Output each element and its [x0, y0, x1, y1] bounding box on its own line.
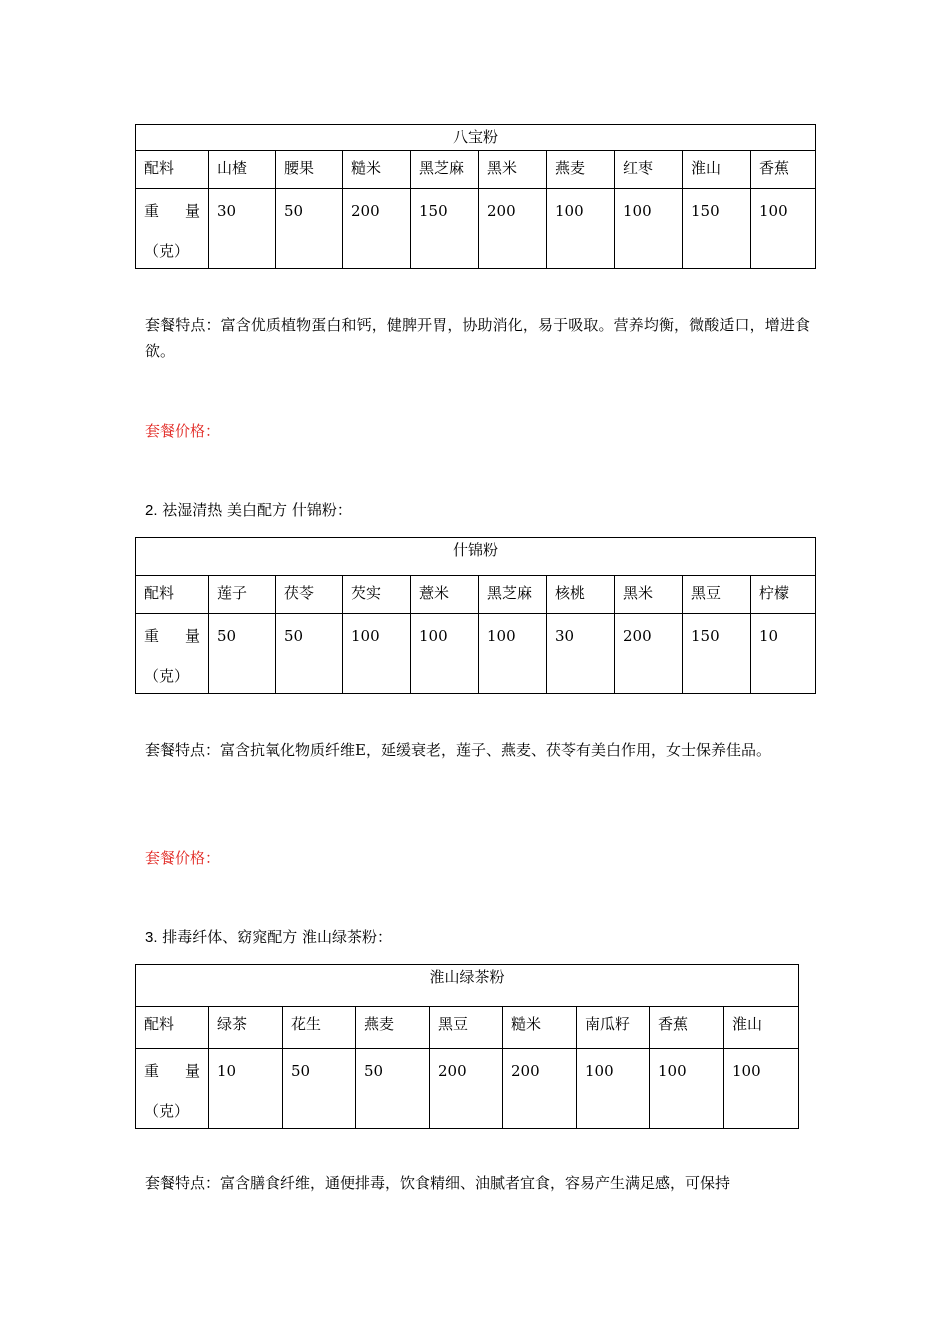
- section-heading: [145, 926, 392, 947]
- weight-cell: 100: [343, 614, 411, 694]
- weight-label-line2: （克）: [144, 1102, 190, 1120]
- ingredient-cell: 莲子: [209, 576, 276, 614]
- ingredient-cell: 茯苓: [276, 576, 343, 614]
- ingredient-cell: 花生: [283, 1007, 356, 1049]
- section-number: 2.: [145, 502, 158, 519]
- ingredient-cell: 黑芝麻: [479, 576, 547, 614]
- ingredient-cell: 淮山: [683, 151, 751, 189]
- weight-cell: 50: [356, 1049, 430, 1129]
- weight-cell: 100: [751, 189, 816, 269]
- ingredient-cell: 黑芝麻: [411, 151, 479, 189]
- weight-label: [136, 1049, 209, 1129]
- table-title: 淮山绿茶粉: [136, 965, 799, 1007]
- weight-cell: 10: [209, 1049, 283, 1129]
- weight-label: [136, 189, 209, 269]
- ingredient-cell: 黑米: [615, 576, 683, 614]
- weight-cell: 150: [683, 614, 751, 694]
- ingredient-label: 配料: [136, 1007, 209, 1049]
- ingredient-cell: 柠檬: [751, 576, 816, 614]
- weight-cell: 100: [547, 189, 615, 269]
- feature-text: 套餐特点：富含优质植物蛋白和钙，健脾开胃，协助消化，易于吸取。营养均衡，微酸适口，增进食欲。: [145, 316, 810, 360]
- ingredient-cell: 黑米: [479, 151, 547, 189]
- feature-text: 套餐特点：富含膳食纤维，通便排毒，饮食精细、油腻者宜食，容易产生满足感，可保持: [145, 1174, 731, 1192]
- ingredient-cell: 香蕉: [650, 1007, 724, 1049]
- weight-cell: 200: [343, 189, 411, 269]
- weight-cell: 100: [479, 614, 547, 694]
- ingredient-cell: 黑豆: [430, 1007, 503, 1049]
- section-number: 3.: [145, 929, 158, 946]
- weight-cell: 100: [411, 614, 479, 694]
- table-title: 八宝粉: [136, 125, 816, 151]
- ingredient-cell: 山楂: [209, 151, 276, 189]
- weight-cell: 200: [479, 189, 547, 269]
- ingredient-cell: 糙米: [343, 151, 411, 189]
- feature-text: 套餐特点：富含抗氧化物质纤维E，延缓衰老，莲子、燕麦、茯苓有美白作用，女士保养佳品。: [145, 741, 771, 759]
- section-title: 祛湿清热 美白配方 什锦粉：: [157, 501, 352, 519]
- ingredient-cell: 燕麦: [356, 1007, 430, 1049]
- ingredient-cell: 芡实: [343, 576, 411, 614]
- weight-cell: 30: [209, 189, 276, 269]
- weight-cell: 10: [751, 614, 816, 694]
- ingredient-cell: 南瓜籽: [577, 1007, 650, 1049]
- weight-cell: 100: [650, 1049, 724, 1129]
- ingredient-label: 配料: [136, 576, 209, 614]
- ingredient-cell: 核桃: [547, 576, 615, 614]
- recipe-table-shijin: [135, 537, 816, 694]
- ingredient-label: 配料: [136, 151, 209, 189]
- ingredient-cell: 薏米: [411, 576, 479, 614]
- weight-label-line2: （克）: [144, 242, 190, 260]
- ingredient-cell: 淮山: [724, 1007, 799, 1049]
- price-label: 套餐价格：: [145, 422, 221, 440]
- ingredient-cell: 黑豆: [683, 576, 751, 614]
- weight-cell: 150: [683, 189, 751, 269]
- ingredient-cell: 绿茶: [209, 1007, 283, 1049]
- weight-label: [136, 614, 209, 694]
- weight-cell: 50: [276, 189, 343, 269]
- weight-cell: 150: [411, 189, 479, 269]
- section-heading: [145, 499, 352, 520]
- weight-label-line1: 重 量: [144, 202, 200, 220]
- weight-label-line2: （克）: [144, 667, 190, 685]
- ingredient-cell: 糙米: [503, 1007, 577, 1049]
- recipe-table-babao: [135, 124, 816, 269]
- weight-cell: 30: [547, 614, 615, 694]
- ingredient-cell: 红枣: [615, 151, 683, 189]
- weight-cell: 100: [615, 189, 683, 269]
- weight-label-line1: 重 量: [144, 627, 200, 645]
- weight-cell: 200: [503, 1049, 577, 1129]
- ingredient-cell: 燕麦: [547, 151, 615, 189]
- recipe-table-huaishan: [135, 964, 799, 1129]
- weight-cell: 100: [577, 1049, 650, 1129]
- price-label: 套餐价格：: [145, 849, 221, 867]
- weight-label-line1: 重 量: [144, 1062, 200, 1080]
- weight-cell: 200: [430, 1049, 503, 1129]
- weight-cell: 50: [209, 614, 276, 694]
- weight-cell: 200: [615, 614, 683, 694]
- ingredient-cell: 香蕉: [751, 151, 816, 189]
- weight-cell: 50: [283, 1049, 356, 1129]
- weight-cell: 50: [276, 614, 343, 694]
- ingredient-cell: 腰果: [276, 151, 343, 189]
- section-title: 排毒纤体、窈窕配方 淮山绿茶粉：: [157, 928, 393, 946]
- table-title: 什锦粉: [136, 538, 816, 576]
- weight-cell: 100: [724, 1049, 799, 1129]
